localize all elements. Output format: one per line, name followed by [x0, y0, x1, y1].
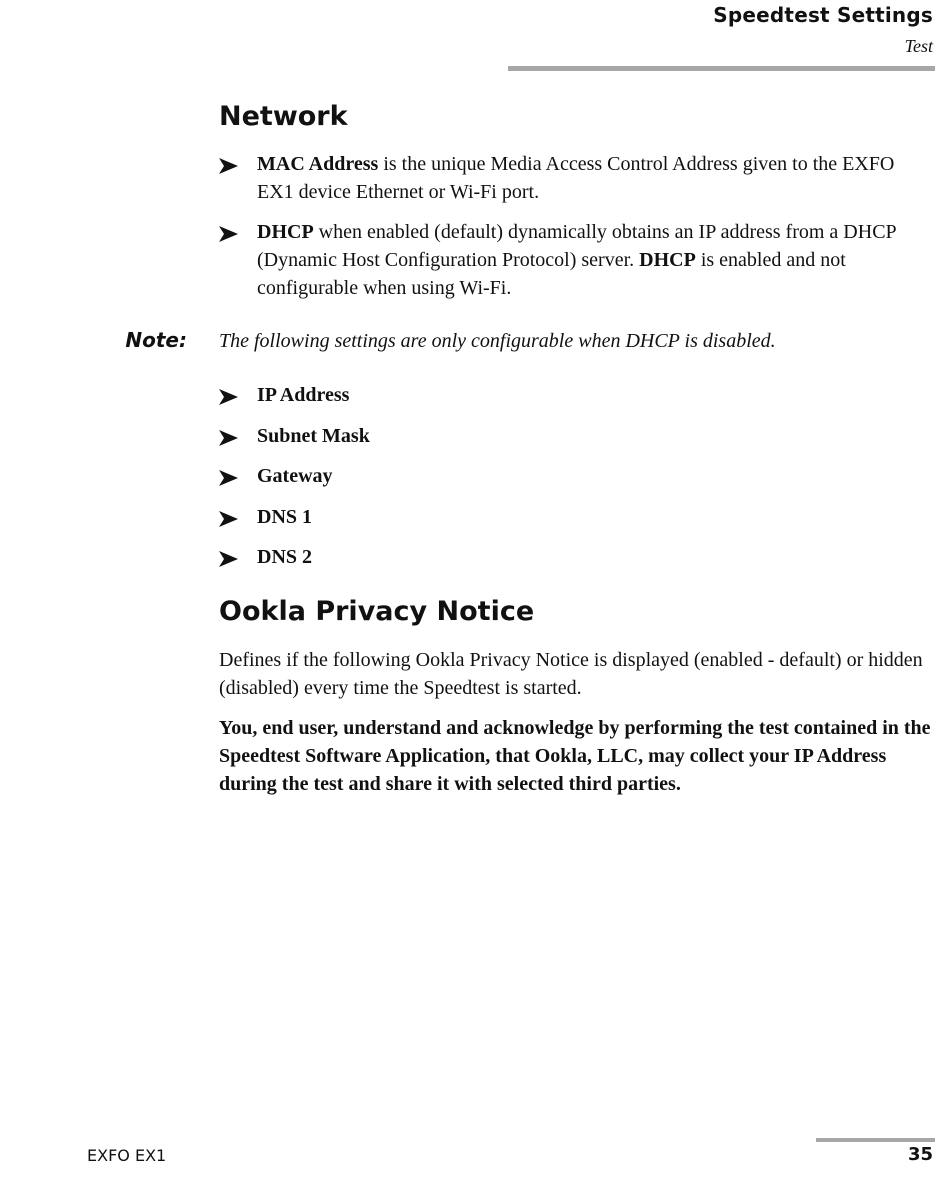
arrowhead-bullet-icon — [219, 389, 238, 405]
bullet-text: when enabled (default) dynamically obtains an IP address from a DHCP (Dynamic Host Configuration Protocol) server. — [257, 221, 896, 271]
arrowhead-bullet-icon — [219, 470, 238, 486]
note-text: The following settings are only configurable when DHCP is disabled. — [219, 330, 776, 352]
settings-bullet-list — [219, 381, 934, 584]
network-heading: Network — [219, 101, 348, 132]
bullet-term: MAC Address — [257, 153, 379, 175]
bullet-text: is the unique Media Access Control Address given to the EXFO EX1 device Ethernet or Wi-Fi port. — [257, 153, 895, 203]
list-item — [219, 503, 934, 544]
bullet-term: DHCP — [639, 249, 696, 271]
list-item — [219, 422, 934, 463]
setting-label: Subnet Mask — [257, 424, 370, 447]
network-bullet-list — [219, 150, 934, 314]
arrowhead-bullet-icon — [219, 511, 238, 527]
note-callout — [0, 327, 935, 357]
running-header-title: Speedtest Settings — [713, 3, 933, 27]
footer-product-name: EXFO EX1 — [87, 1146, 167, 1165]
bullet-term: DHCP — [257, 221, 314, 243]
running-header-subtitle: Test — [904, 36, 933, 56]
arrowhead-bullet-icon — [219, 430, 238, 446]
note-label: Note: — [125, 328, 187, 352]
ookla-privacy-notice-text: You, end user, understand and acknowledge by performing the test contained in the Speedtest Software Application, that Ookla, LLC, may collect your IP Address during the test and share it with selected third parties. — [219, 717, 931, 795]
setting-label: IP Address — [257, 384, 350, 406]
setting-label: Gateway — [257, 465, 333, 487]
footer-rule — [816, 1138, 935, 1142]
arrowhead-bullet-icon — [219, 158, 238, 174]
list-item — [219, 218, 934, 302]
list-item — [219, 462, 934, 503]
arrowhead-bullet-icon — [219, 226, 238, 242]
ookla-privacy-heading: Ookla Privacy Notice — [219, 596, 535, 627]
arrowhead-bullet-icon — [219, 551, 238, 567]
header-rule — [508, 66, 935, 71]
bullet-text: is enabled and not configurable when using Wi-Fi. — [257, 249, 846, 299]
list-item — [219, 381, 934, 422]
page-number: 35 — [907, 1144, 933, 1165]
list-item — [219, 150, 934, 206]
list-item — [219, 543, 934, 584]
setting-label: DNS 1 — [257, 505, 313, 528]
ookla-description: Defines if the following Ookla Privacy Notice is displayed (enabled - default) or hidden (disabled) every time the Speedtest is started. — [219, 649, 923, 699]
setting-label: DNS 2 — [257, 546, 313, 568]
